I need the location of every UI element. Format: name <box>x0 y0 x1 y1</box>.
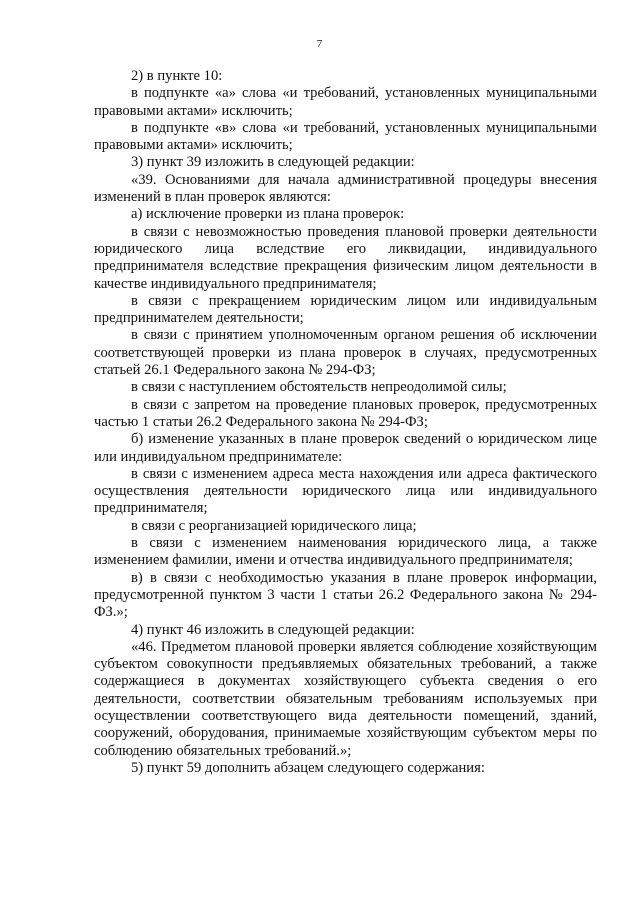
paragraph: 4) пункт 46 изложить в следующей редакции: <box>131 621 415 638</box>
paragraph: «39. Основаниями для начала административной процедуры внесения изменений в план проверок являются: <box>94 171 597 206</box>
paragraph: в связи с изменением адреса места нахождения или адреса фактического осуществления деятельности юридического лица или индивидуального предпринимателя; <box>94 465 597 517</box>
paragraph: а) исключение проверки из плана проверок: <box>131 206 405 223</box>
paragraph: в связи с прекращением юридическим лицом или индивидуальным предпринимателем деятельности; <box>94 292 597 327</box>
paragraph: в подпункте «а» слова «и требований, установленных муниципальными правовыми актами» исключить; <box>94 85 597 119</box>
page-number: 7 <box>316 38 323 50</box>
paragraph: «46. Предметом плановой проверки является соблюдение хозяйствующим субъектом совокупности предъявляемых обязательных требований, а также содержащиеся в документах хозяйствующего субъекта сведения о его деятельности, соответствии обязательным требованиям используемых при осуществлении соответствующего вида деятельности помещений, зданий, сооружений, оборудования, принимаемые хозяйствующим субъектом меры по соблюдению обязательных требований.»; <box>94 638 597 759</box>
paragraph: 3) пункт 39 изложить в следующей редакции: <box>131 154 415 171</box>
paragraph: в) в связи с необходимостью указания в плане проверок информации, предусмотренной пунктом 3 части 1 статьи 26.2 Федерального закона № 294-ФЗ.»; <box>94 569 597 621</box>
document-body <box>94 68 597 777</box>
paragraph: в связи с запретом на проведение плановых проверок, предусмотренных частью 1 статьи 26.2 Федерального закона № 294-ФЗ; <box>94 396 597 430</box>
paragraph: 2) в пункте 10: <box>131 68 223 84</box>
paragraph: в связи с невозможностью проведения плановой проверки деятельности юридического лица вследствие его ликвидации, индивидуального предпринимателя вследствие прекращения физическим лицом деятельности в качестве индивидуального предпринимателя; <box>94 223 597 292</box>
paragraph: в связи с изменением наименования юридического лица, а также изменением фамилии, имени и отчества индивидуального предпринимателя; <box>94 535 597 569</box>
paragraph: в подпункте «в» слова «и требований, установленных муниципальными правовыми актами» исключить; <box>94 119 597 154</box>
paragraph: 5) пункт 59 дополнить абзацем следующего содержания: <box>131 759 485 776</box>
paragraph: в связи с реорганизацией юридического лица; <box>131 517 417 534</box>
paragraph: б) изменение указанных в плане проверок сведений о юридическом лице или индивидуальном предпринимателе: <box>94 431 597 465</box>
paragraph: в связи с принятием уполномоченным органом решения об исключении соответствующей проверки из плана проверок в случаях, предусмотренных статьей 26.1 Федерального закона № 294-ФЗ; <box>94 327 597 379</box>
paragraph: в связи с наступлением обстоятельств непреодолимой силы; <box>131 379 507 396</box>
